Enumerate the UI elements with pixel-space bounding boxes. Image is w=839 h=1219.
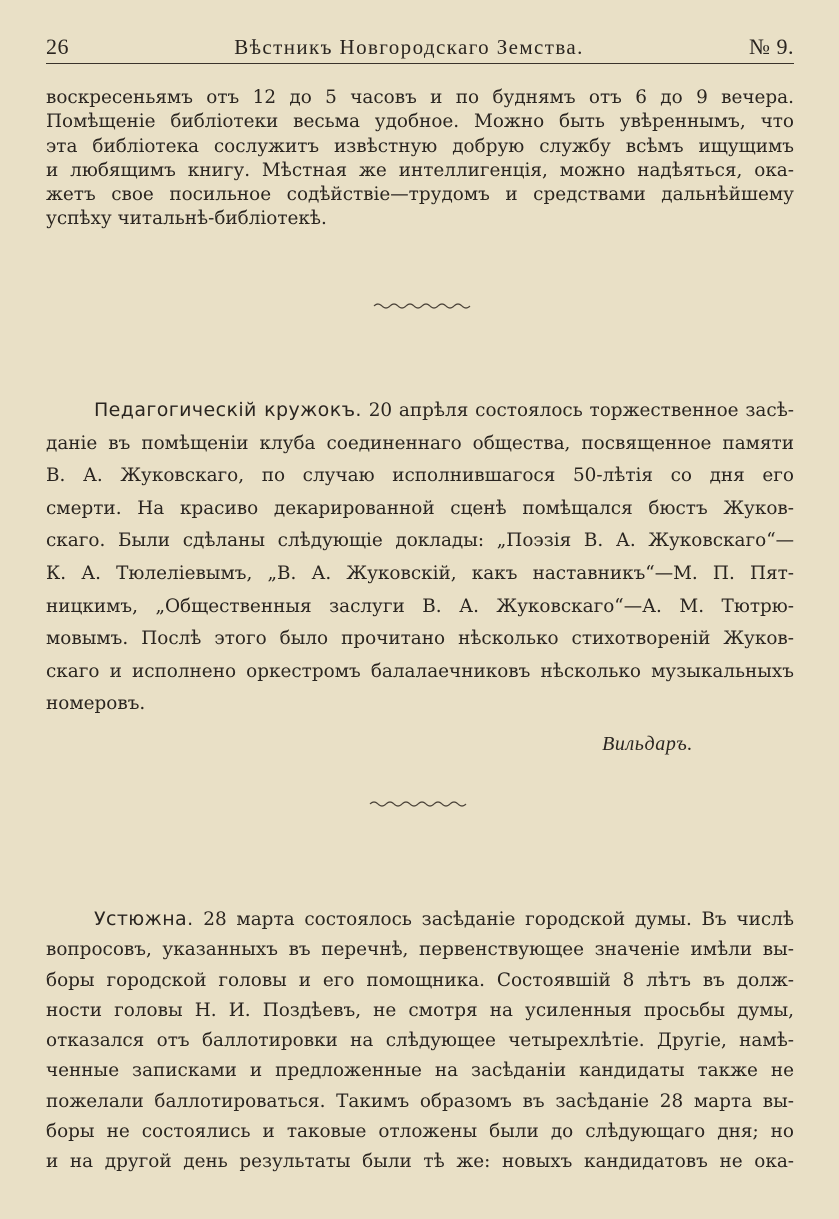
text-line: номеровъ. [46, 693, 146, 715]
pedagogical-circle-paragraph [46, 394, 794, 721]
text-line: скаго. Были сдѣланы слѣдующіе доклады: „Поэзія В. А. Жуковскаго“— [46, 530, 794, 552]
page-number: 26 [46, 34, 69, 59]
text-line: ности головы Н. И. Поздѣевъ, не смотря на усиленныя просьбы думы, [46, 999, 794, 1021]
section-heading: Устюжна. [94, 908, 194, 930]
text-line: скаго и исполнено оркестромъ балалаечниковъ нѣсколько музыкальныхъ [46, 660, 794, 682]
text-line: отказался отъ баллотировки на слѣдующее четырехлѣтіе. Другіе, намѣ- [46, 1030, 794, 1052]
text-line: мовымъ. Послѣ этого было прочитано нѣсколько стихотвореній Жуков- [46, 628, 794, 650]
ustyuzhna-paragraph [46, 904, 794, 1178]
text-line: ницкимъ, „Общественныя заслуги В. А. Жуковскаго“—А. М. Тютрю- [46, 595, 794, 617]
text-line: жетъ свое посильное содѣйствіе—трудомъ и средствами дальнѣйшему [46, 184, 794, 206]
section-divider-ornament [372, 302, 472, 310]
text-line [46, 394, 794, 428]
text-line: В. А. Жуковскаго, по случаю исполнившагося 50-лѣтія со дня его [46, 465, 794, 487]
text-line: и на другой день результаты были тѣ же: новыхъ кандидатовъ не ока- [46, 1151, 794, 1173]
text-line: эта библіотека сослужитъ извѣстную добрую службу всѣмъ ищущимъ [46, 135, 794, 157]
text-line: Помѣщеніе библіотеки весьма удобное. Можно быть увѣреннымъ, что [46, 111, 794, 133]
text-line: даніе въ помѣщеніи клуба соединеннаго общества, посвященное памяти [46, 432, 794, 454]
text-line: и любящимъ книгу. Мѣстная же интеллигенція, можно надѣяться, ока- [46, 159, 794, 181]
issue-number: № 9. [749, 34, 794, 59]
text-line: боры городской головы и его помощника. Состоявшій 8 лѣтъ въ долж- [46, 969, 794, 991]
text-line: пожелали баллотироваться. Такимъ образомъ въ засѣданіе 28 марта вы- [46, 1090, 794, 1112]
text-line: смерти. На красиво декарированной сценѣ помѣщался бюстъ Жуков- [46, 497, 794, 519]
text-fragment: 20 апрѣля состоялось торжественное засѣ- [368, 400, 794, 421]
text-line: боры не состоялись и таковые отложены были до слѣдующаго дня; но [46, 1121, 794, 1143]
section-heading: Педагогическій кружокъ. [94, 399, 362, 421]
section-divider-ornament [368, 800, 468, 808]
text-line: вопросовъ, указанныхъ въ перечнѣ, первенствующее значеніе имѣли вы- [46, 939, 794, 961]
text-fragment: 28 марта состоялось засѣданіе городской думы. Въ числѣ [203, 909, 794, 930]
text-line: К. А. Тюлеліевымъ, „В. А. Жуковскій, какъ наставникъ“—М. П. Пят- [46, 562, 794, 584]
text-line: ченные записками и предложенные на засѣданіи кандидаты также не [46, 1060, 794, 1082]
journal-title: Вѣстникъ Новгородскаго Земства. [234, 35, 584, 59]
library-paragraph [46, 86, 794, 232]
header-rule [46, 63, 794, 64]
author-signature: Вильдаръ. [602, 733, 693, 755]
text-line: воскресеньямъ отъ 12 до 5 часовъ и по буднямъ отъ 6 до 9 вечера. [46, 87, 794, 108]
text-line [46, 904, 794, 935]
text-line: успѣху читальнѣ-библіотекѣ. [46, 208, 327, 230]
running-header [46, 30, 794, 60]
